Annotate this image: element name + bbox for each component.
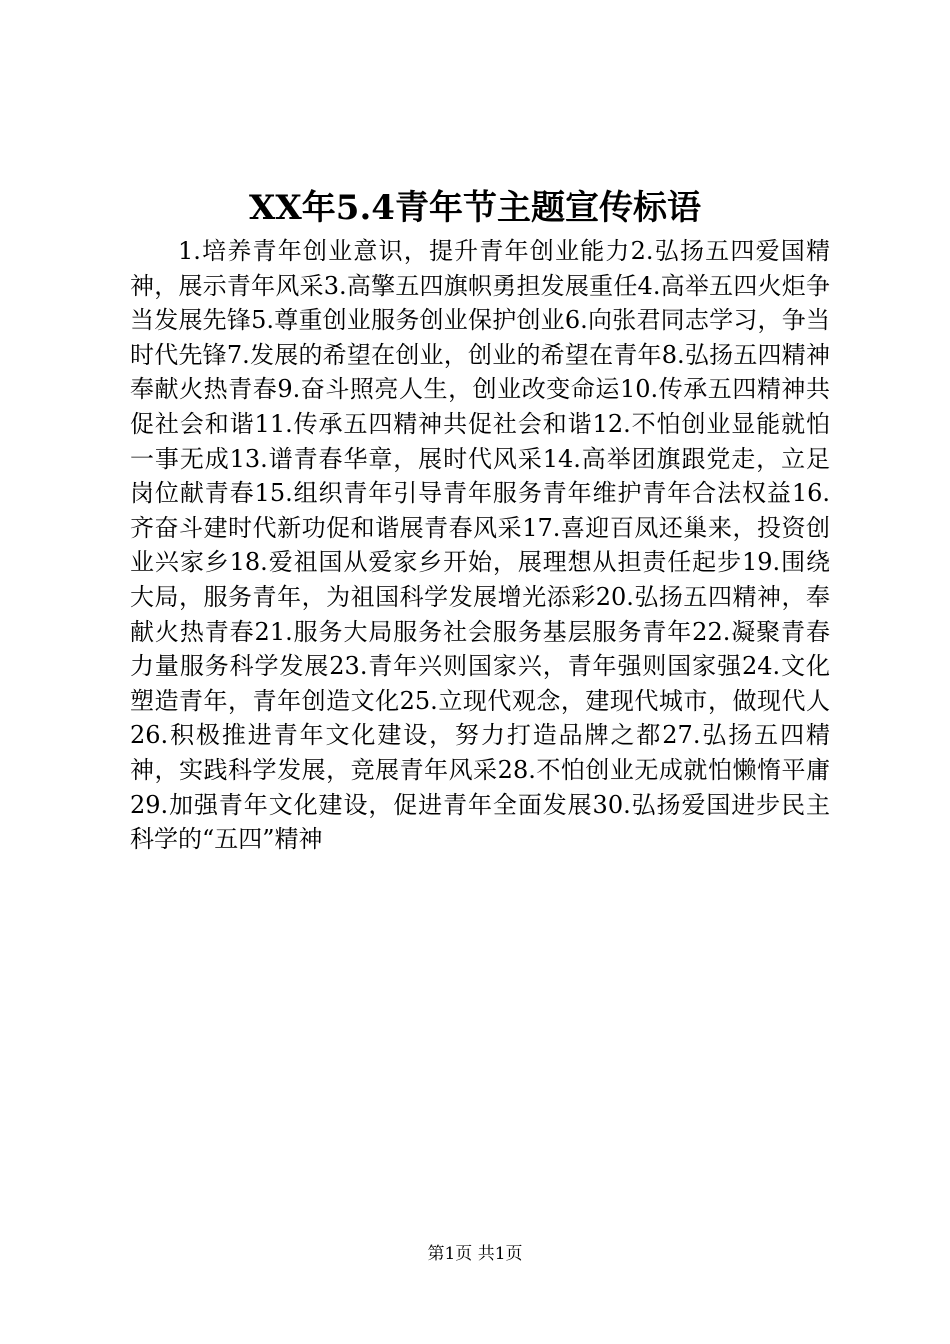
document-body-text: 1.培养青年创业意识，提升青年创业能力2.弘扬五四爱国精神，展示青年风采3.高擎五四旗帜勇担发展重任4.高举五四火炬争当发展先锋5.尊重创业服务创业保护创业6.向张君同志学习，争当时代先锋7.发展的希望在创业，创业的希望在青年8.弘扬五四精神奉献火热青春9.奋斗照亮人生，创业改变命运10.传承五四精神共促社会和谐11.传承五四精神共促社会和谐12.不怕创业显能就怕一事无成13.谱青春华章，展时代风采14.高举团旗跟党走，立足岗位献青春15.组织青年引导青年服务青年维护青年合法权益16.齐奋斗建时代新功促和谐展青春风采17.喜迎百凤还巢来，投资创业兴家乡18.爱祖国从爱家乡开始，展理想从担责任起步19.围绕大局，服务青年，为祖国科学发展增光添彩20.弘扬五四精神，奉献火热青春21.服务大局服务社会服务基层服务青年22.凝聚青春力量服务科学发展23.青年兴则国家兴，青年强则国家强24.文化塑造青年，青年创造文化25.立现代观念，建现代城市，做现代人26.积极推进青年文化建设，努力打造品牌之都27.弘扬五四精神，实践科学发展，竞展青年风采28.不怕创业无成就怕懒惰平庸29.加强青年文化建设，促进青年全面发展30.弘扬爱国进步民主科学的“五四”精神 (130, 237, 830, 854)
document-title: XX年5.4青年节主题宣传标语 (249, 188, 701, 228)
page-number-footer: 第1页 共1页 (427, 1244, 523, 1264)
